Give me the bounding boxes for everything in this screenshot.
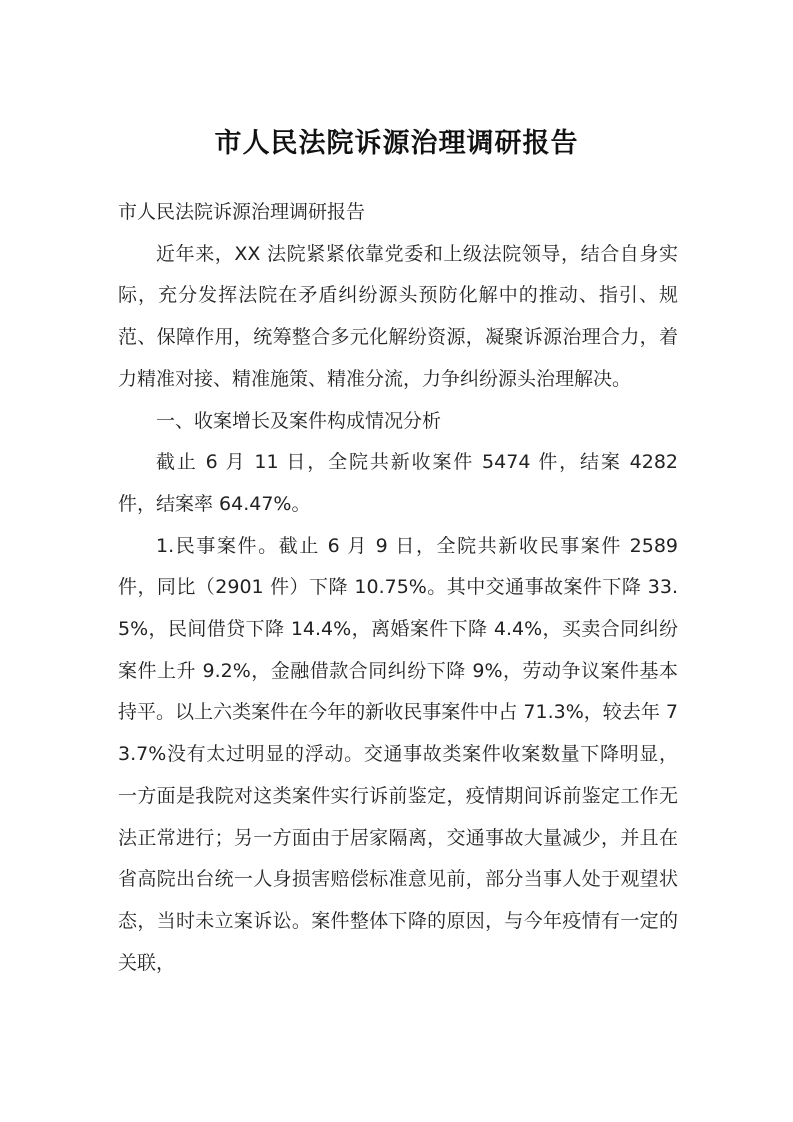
section-heading: 一、收案增长及案件构成情况分析 [156,409,442,432]
document-title: 市人民法院诉源治理调研报告 [214,128,579,159]
paragraph-intro: 近年来，XX 法院紧紧依靠党委和上级法院领导，结合自身实际，充分发挥法院在矛盾纠纷源头预防化解中的推动、指引、规范、保障作用，统筹整合多元化解纷资源，凝聚诉源治理合力，着力精准对接、精准施策、精准分流，力争纠纷源头治理解决。 [118,242,678,390]
paragraph-civil-cases: 1.民事案件。截止 6 月 9 日，全院共新收民事案件 2589 件，同比（2901 件）下降 10.75%。其中交通事故案件下降 33.5%，民间借贷下降 14.4%，离婚案件下降 4.4%，买卖合同纠纷案件上升 9.2%，金融借款合同纠纷下降 9%，劳动争议案件基本持平。以上六类案件在今年的新收民事案件中占 71.3%，较去年 73.7%没有太过明显的浮动。交通事故类案件收案数量下降明显，一方面是我院对这类案件实行诉前鉴定，疫情期间诉前鉴定工作无法正常进行；另一方面由于居家隔离，交通事故大量减少，并且在省高院出台统一人身损害赔偿标准意见前，部分当事人处于观望状态，当时未立案诉讼。案件整体下降的原因，与今年疫情有一定的关联， [118,534,678,974]
document-body [118,192,678,984]
paragraph-case-stats: 截止 6 月 11 日，全院共新收案件 5474 件，结案 4282 件，结案率 64.47%。 [118,451,678,515]
document-subtitle: 市人民法院诉源治理调研报告 [118,201,366,223]
